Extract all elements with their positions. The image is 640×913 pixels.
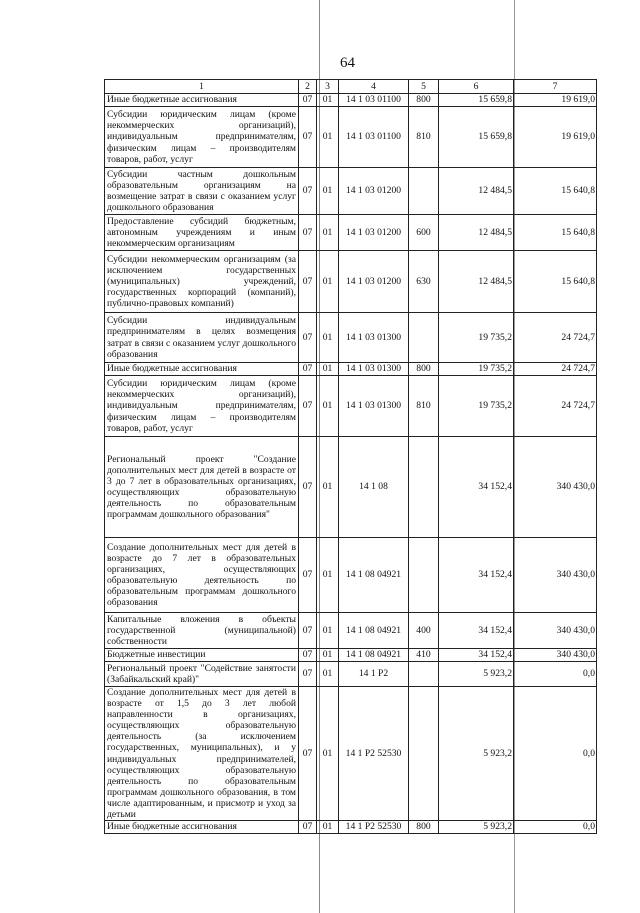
row-name: Иные бюджетные ассигнования bbox=[105, 94, 299, 107]
amount-col7: 15 640,8 bbox=[514, 251, 597, 313]
target-article-code: 14 1 08 04921 bbox=[339, 613, 409, 649]
amount-col6: 5 923,2 bbox=[439, 662, 514, 687]
row-name: Капитальные вложения в объекты государственной (муниципальной) собственности bbox=[105, 613, 299, 649]
target-article-code: 14 1 03 01100 bbox=[339, 107, 409, 168]
subsection-code: 01 bbox=[317, 215, 339, 251]
amount-col7: 0,0 bbox=[514, 687, 597, 821]
amount-col6: 34 152,4 bbox=[439, 437, 514, 538]
amount-col6: 34 152,4 bbox=[439, 538, 514, 613]
target-article-code: 14 1 P2 bbox=[339, 662, 409, 687]
amount-col7: 340 430,0 bbox=[514, 649, 597, 662]
target-article-code: 14 1 03 01200 bbox=[339, 168, 409, 215]
column-header: 2 bbox=[299, 80, 317, 94]
expense-type-code bbox=[409, 168, 439, 215]
expense-type-code: 400 bbox=[409, 613, 439, 649]
amount-col6: 34 152,4 bbox=[439, 613, 514, 649]
expense-type-code: 800 bbox=[409, 94, 439, 107]
expense-type-code: 800 bbox=[409, 363, 439, 376]
table-row bbox=[105, 363, 597, 376]
amount-col6: 12 484,5 bbox=[439, 168, 514, 215]
section-code: 07 bbox=[299, 538, 317, 613]
amount-col6: 15 659,8 bbox=[439, 94, 514, 107]
expense-type-code bbox=[409, 538, 439, 613]
subsection-code: 01 bbox=[317, 168, 339, 215]
section-code: 07 bbox=[299, 215, 317, 251]
amount-col6: 5 923,2 bbox=[439, 687, 514, 821]
section-code: 07 bbox=[299, 649, 317, 662]
row-name: Создание дополнительных мест для детей в возрасте от 1,5 до 3 лет любой направленности в организациях, осуществляющих образовательную деятельность (за исключением государственных, муниципальных), и у индивидуальных предпринимателей, осуществляющих образовательную деятельность по образовательным программам дошкольного образования, в том числе адаптированным, и присмотр и уход за детьми bbox=[105, 687, 299, 821]
subsection-code: 01 bbox=[317, 363, 339, 376]
row-name: Субсидии индивидуальным предпринимателям в целях возмещения затрат в связи с оказанием услуг дошкольного образования bbox=[105, 313, 299, 363]
expense-type-code: 600 bbox=[409, 215, 439, 251]
table-row bbox=[105, 687, 597, 821]
target-article-code: 14 1 P2 52530 bbox=[339, 821, 409, 834]
expense-type-code bbox=[409, 313, 439, 363]
section-code: 07 bbox=[299, 251, 317, 313]
amount-col6: 19 735,2 bbox=[439, 376, 514, 437]
expense-type-code: 810 bbox=[409, 376, 439, 437]
row-name: Региональный проект "Содействие занятости (Забайкальский край)" bbox=[105, 662, 299, 687]
section-code: 07 bbox=[299, 687, 317, 821]
row-name: Субсидии юридическим лицам (кроме некоммерческих организаций), индивидуальным предпринимателям, физическим лицам – производителям товаров, работ, услуг bbox=[105, 376, 299, 437]
target-article-code: 14 1 03 01300 bbox=[339, 376, 409, 437]
amount-col7: 340 430,0 bbox=[514, 538, 597, 613]
budget-table bbox=[104, 79, 597, 834]
subsection-code: 01 bbox=[317, 821, 339, 834]
column-header: 3 bbox=[317, 80, 339, 94]
expense-type-code bbox=[409, 687, 439, 821]
target-article-code: 14 1 03 01200 bbox=[339, 251, 409, 313]
column-header: 5 bbox=[409, 80, 439, 94]
section-code: 07 bbox=[299, 94, 317, 107]
section-code: 07 bbox=[299, 376, 317, 437]
section-code: 07 bbox=[299, 363, 317, 376]
section-code: 07 bbox=[299, 107, 317, 168]
section-code: 07 bbox=[299, 821, 317, 834]
table-row bbox=[105, 313, 597, 363]
target-article-code: 14 1 03 01200 bbox=[339, 215, 409, 251]
column-header: 1 bbox=[105, 80, 299, 94]
amount-col7: 24 724,7 bbox=[514, 363, 597, 376]
table-row bbox=[105, 538, 597, 613]
amount-col6: 15 659,8 bbox=[439, 107, 514, 168]
amount-col7: 24 724,7 bbox=[514, 376, 597, 437]
amount-col7: 19 619,0 bbox=[514, 94, 597, 107]
amount-col7: 15 640,8 bbox=[514, 168, 597, 215]
subsection-code: 01 bbox=[317, 662, 339, 687]
expense-type-code: 800 bbox=[409, 821, 439, 834]
table-row bbox=[105, 251, 597, 313]
target-article-code: 14 1 03 01300 bbox=[339, 313, 409, 363]
subsection-code: 01 bbox=[317, 687, 339, 821]
table-row bbox=[105, 376, 597, 437]
amount-col7: 15 640,8 bbox=[514, 215, 597, 251]
amount-col6: 12 484,5 bbox=[439, 251, 514, 313]
row-name: Иные бюджетные ассигнования bbox=[105, 821, 299, 834]
table-row bbox=[105, 662, 597, 687]
expense-type-code: 630 bbox=[409, 251, 439, 313]
row-name: Иные бюджетные ассигнования bbox=[105, 363, 299, 376]
table-row bbox=[105, 437, 597, 538]
subsection-code: 01 bbox=[317, 313, 339, 363]
subsection-code: 01 bbox=[317, 376, 339, 437]
target-article-code: 14 1 08 bbox=[339, 437, 409, 538]
amount-col7: 24 724,7 bbox=[514, 313, 597, 363]
target-article-code: 14 1 P2 52530 bbox=[339, 687, 409, 821]
section-code: 07 bbox=[299, 613, 317, 649]
table-row bbox=[105, 821, 597, 834]
amount-col6: 12 484,5 bbox=[439, 215, 514, 251]
amount-col7: 19 619,0 bbox=[514, 107, 597, 168]
row-name: Региональный проект "Создание дополнительных мест для детей в возрасте от 3 до 7 лет в образовательных организациях, осуществляющих образовательную деятельность по образовательным программам дошкольного образования" bbox=[105, 437, 299, 538]
subsection-code: 01 bbox=[317, 251, 339, 313]
table-row bbox=[105, 649, 597, 662]
target-article-code: 14 1 08 04921 bbox=[339, 538, 409, 613]
target-article-code: 14 1 03 01100 bbox=[339, 94, 409, 107]
section-code: 07 bbox=[299, 437, 317, 538]
amount-col7: 0,0 bbox=[514, 662, 597, 687]
amount-col6: 19 735,2 bbox=[439, 363, 514, 376]
amount-col7: 0,0 bbox=[514, 821, 597, 834]
row-name: Субсидии частным дошкольным образовательным организациям на возмещение затрат в связи с оказанием услуг дошкольного образования bbox=[105, 168, 299, 215]
expense-type-code bbox=[409, 437, 439, 538]
table-row bbox=[105, 107, 597, 168]
subsection-code: 01 bbox=[317, 94, 339, 107]
table-row bbox=[105, 168, 597, 215]
expense-type-code: 410 bbox=[409, 649, 439, 662]
amount-col6: 5 923,2 bbox=[439, 821, 514, 834]
row-name: Предоставление субсидий бюджетным, автономным учреждениям и иным некоммерческим организациям bbox=[105, 215, 299, 251]
table-row bbox=[105, 215, 597, 251]
column-header: 6 bbox=[439, 80, 514, 94]
amount-col7: 340 430,0 bbox=[514, 613, 597, 649]
subsection-code: 01 bbox=[317, 107, 339, 168]
amount-col6: 34 152,4 bbox=[439, 649, 514, 662]
column-header: 4 bbox=[339, 80, 409, 94]
expense-type-code bbox=[409, 662, 439, 687]
section-code: 07 bbox=[299, 662, 317, 687]
amount-col7: 340 430,0 bbox=[514, 437, 597, 538]
section-code: 07 bbox=[299, 168, 317, 215]
subsection-code: 01 bbox=[317, 437, 339, 538]
amount-col6: 19 735,2 bbox=[439, 313, 514, 363]
target-article-code: 14 1 03 01300 bbox=[339, 363, 409, 376]
subsection-code: 01 bbox=[317, 649, 339, 662]
page-number: 64 bbox=[340, 55, 355, 71]
column-header: 7 bbox=[514, 80, 597, 94]
section-code: 07 bbox=[299, 313, 317, 363]
table-row bbox=[105, 613, 597, 649]
row-name: Создание дополнительных мест для детей в возрасте до 7 лет в образовательных организациях, осуществляющих образовательную деятельность по образовательным программам дошкольного образования bbox=[105, 538, 299, 613]
expense-type-code: 810 bbox=[409, 107, 439, 168]
header-row bbox=[105, 80, 597, 94]
subsection-code: 01 bbox=[317, 613, 339, 649]
row-name: Субсидии некоммерческим организациям (за исключением государственных (муниципальных) учреждений, государственных корпораций (компаний), публично-правовых компаний) bbox=[105, 251, 299, 313]
row-name: Субсидии юридическим лицам (кроме некоммерческих организаций), индивидуальным предпринимателям, физическим лицам – производителям товаров, работ, услуг bbox=[105, 107, 299, 168]
table-row bbox=[105, 94, 597, 107]
target-article-code: 14 1 08 04921 bbox=[339, 649, 409, 662]
subsection-code: 01 bbox=[317, 538, 339, 613]
row-name: Бюджетные инвестиции bbox=[105, 649, 299, 662]
